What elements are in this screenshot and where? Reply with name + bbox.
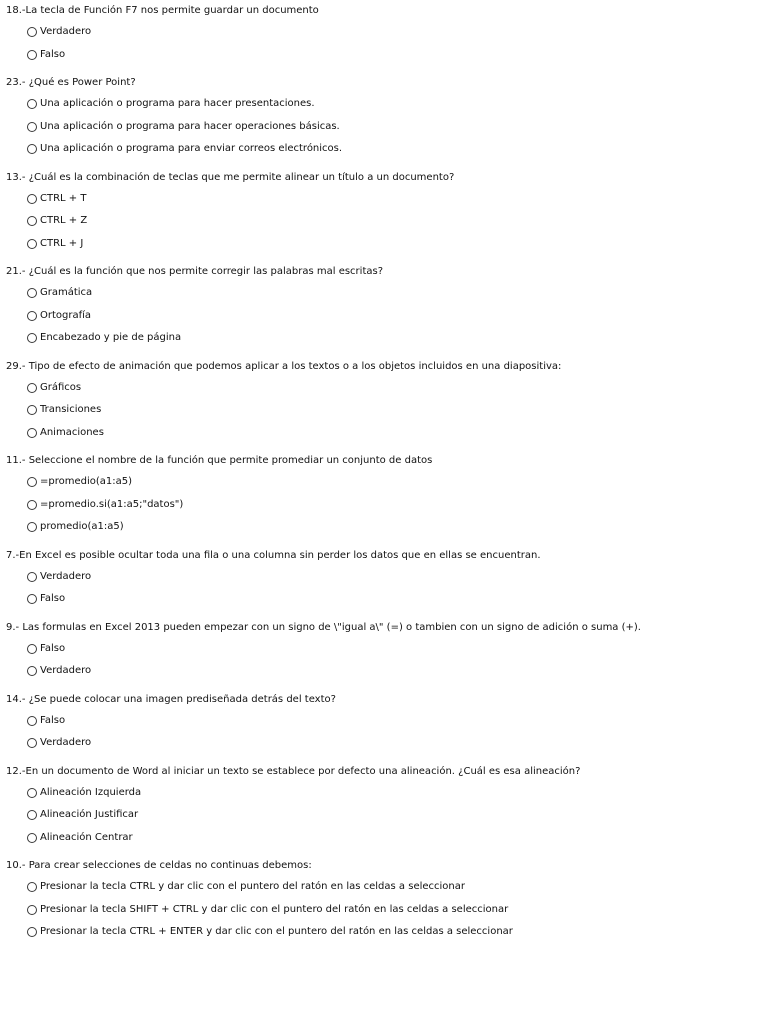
radio-button[interactable] bbox=[27, 594, 37, 604]
question-block bbox=[6, 172, 762, 256]
answer-option[interactable] bbox=[6, 327, 762, 350]
option-list bbox=[6, 21, 762, 66]
radio-button[interactable] bbox=[27, 882, 37, 892]
answer-option[interactable] bbox=[6, 116, 762, 139]
radio-button[interactable] bbox=[27, 216, 37, 226]
answer-option[interactable] bbox=[6, 44, 762, 67]
option-label: CTRL + Z bbox=[40, 215, 88, 227]
radio-button[interactable] bbox=[27, 27, 37, 37]
option-list bbox=[6, 471, 762, 539]
option-label: Presionar la tecla CTRL + ENTER y dar clic con el puntero del ratón en las celdas a seleccionar bbox=[40, 926, 513, 938]
question-block bbox=[6, 455, 762, 539]
question-text: 13.- ¿Cuál es la combinación de teclas que me permite alinear un título a un documento? bbox=[6, 171, 455, 183]
option-label: Alineación Justificar bbox=[40, 809, 139, 821]
option-label: promedio(a1:a5) bbox=[40, 521, 124, 533]
option-label: =promedio(a1:a5) bbox=[40, 476, 133, 488]
question-text: 11.- Seleccione el nombre de la función que permite promediar un conjunto de datos bbox=[6, 455, 433, 466]
answer-option[interactable] bbox=[6, 660, 762, 683]
question-block bbox=[6, 5, 762, 66]
option-label: Una aplicación o programa para hacer presentaciones. bbox=[40, 98, 315, 110]
radio-button[interactable] bbox=[27, 666, 37, 676]
option-label: Verdadero bbox=[40, 26, 92, 38]
option-label: Verdadero bbox=[40, 570, 92, 582]
question-text: 7.-En Excel es posible ocultar toda una fila o una columna sin perder los datos que en ellas se encuentran. bbox=[6, 549, 541, 561]
radio-button[interactable] bbox=[27, 428, 37, 438]
radio-button[interactable] bbox=[27, 383, 37, 393]
answer-option[interactable] bbox=[6, 233, 762, 256]
option-label: =promedio.si(a1:a5;"datos") bbox=[40, 498, 184, 510]
radio-button[interactable] bbox=[27, 144, 37, 154]
radio-button[interactable] bbox=[27, 810, 37, 820]
radio-button[interactable] bbox=[27, 905, 37, 915]
radio-button[interactable] bbox=[27, 927, 37, 937]
option-list bbox=[6, 876, 762, 944]
radio-button[interactable] bbox=[27, 194, 37, 204]
answer-option[interactable] bbox=[6, 21, 762, 44]
answer-option[interactable] bbox=[6, 921, 762, 944]
answer-option[interactable] bbox=[6, 876, 762, 899]
answer-option[interactable] bbox=[6, 494, 762, 517]
radio-button[interactable] bbox=[27, 500, 37, 510]
radio-button[interactable] bbox=[27, 522, 37, 532]
answer-option[interactable] bbox=[6, 827, 762, 850]
answer-option[interactable] bbox=[6, 638, 762, 661]
radio-button[interactable] bbox=[27, 788, 37, 798]
option-label: Presionar la tecla SHIFT + CTRL y dar clic con el puntero del ratón en las celdas a seleccionar bbox=[40, 903, 509, 915]
option-label: Gramática bbox=[40, 287, 93, 299]
option-label: Verdadero bbox=[40, 737, 92, 749]
radio-button[interactable] bbox=[27, 833, 37, 843]
option-label: CTRL + J bbox=[40, 237, 84, 249]
answer-option[interactable] bbox=[6, 138, 762, 161]
option-list bbox=[6, 710, 762, 755]
option-label: Presionar la tecla CTRL y dar clic con el puntero del ratón en las celdas a seleccionar bbox=[40, 881, 465, 893]
answer-option[interactable] bbox=[6, 210, 762, 233]
radio-button[interactable] bbox=[27, 288, 37, 298]
option-label: Falso bbox=[40, 593, 66, 605]
option-list bbox=[6, 282, 762, 350]
radio-button[interactable] bbox=[27, 311, 37, 321]
answer-option[interactable] bbox=[6, 305, 762, 328]
option-list bbox=[6, 638, 762, 683]
answer-option[interactable] bbox=[6, 899, 762, 922]
option-label: Alineación Izquierda bbox=[40, 786, 142, 798]
option-label: Animaciones bbox=[40, 426, 104, 438]
option-list bbox=[6, 93, 762, 161]
radio-button[interactable] bbox=[27, 239, 37, 249]
option-label: Alineación Centrar bbox=[40, 831, 133, 843]
radio-button[interactable] bbox=[27, 572, 37, 582]
option-list bbox=[6, 377, 762, 445]
option-label: Falso bbox=[40, 642, 66, 654]
radio-button[interactable] bbox=[27, 405, 37, 415]
radio-button[interactable] bbox=[27, 99, 37, 109]
question-block bbox=[6, 361, 762, 445]
option-list bbox=[6, 782, 762, 850]
radio-button[interactable] bbox=[27, 477, 37, 487]
question-block bbox=[6, 622, 762, 683]
question-block bbox=[6, 860, 762, 944]
answer-option[interactable] bbox=[6, 804, 762, 827]
option-label: Falso bbox=[40, 714, 66, 726]
radio-button[interactable] bbox=[27, 333, 37, 343]
radio-button[interactable] bbox=[27, 644, 37, 654]
question-text: 29.- Tipo de efecto de animación que podemos aplicar a los textos o a los objetos incluidos en una diapositiva: bbox=[6, 360, 562, 372]
answer-option[interactable] bbox=[6, 422, 762, 445]
question-text: 14.- ¿Se puede colocar una imagen prediseñada detrás del texto? bbox=[6, 693, 336, 705]
question-block bbox=[6, 694, 762, 755]
answer-option[interactable] bbox=[6, 588, 762, 611]
option-label: Ortografía bbox=[40, 309, 92, 321]
question-text: 23.- ¿Qué es Power Point? bbox=[6, 77, 136, 88]
option-list bbox=[6, 566, 762, 611]
option-label: Verdadero bbox=[40, 665, 92, 677]
answer-option[interactable] bbox=[6, 471, 762, 494]
radio-button[interactable] bbox=[27, 122, 37, 132]
quiz-form bbox=[6, 5, 762, 944]
option-list bbox=[6, 188, 762, 256]
question-block bbox=[6, 266, 762, 350]
option-label: CTRL + T bbox=[40, 192, 87, 204]
question-text: 10.- Para crear selecciones de celdas no continuas debemos: bbox=[6, 860, 312, 871]
answer-option[interactable] bbox=[6, 516, 762, 539]
option-label: Una aplicación o programa para enviar correos electrónicos. bbox=[40, 143, 343, 155]
radio-button[interactable] bbox=[27, 50, 37, 60]
option-label: Transiciones bbox=[40, 404, 102, 416]
answer-option[interactable] bbox=[6, 782, 762, 805]
question-text: 18.-La tecla de Función F7 nos permite guardar un documento bbox=[6, 5, 319, 16]
answer-option[interactable] bbox=[6, 188, 762, 211]
answer-option[interactable] bbox=[6, 282, 762, 305]
option-label: Una aplicación o programa para hacer operaciones básicas. bbox=[40, 120, 340, 132]
question-block bbox=[6, 766, 762, 850]
radio-button[interactable] bbox=[27, 716, 37, 726]
answer-option[interactable] bbox=[6, 732, 762, 755]
question-block bbox=[6, 550, 762, 611]
answer-option[interactable] bbox=[6, 399, 762, 422]
answer-option[interactable] bbox=[6, 93, 762, 116]
question-text: 21.- ¿Cuál es la función que nos permite corregir las palabras mal escritas? bbox=[6, 266, 384, 277]
option-label: Encabezado y pie de página bbox=[40, 332, 182, 344]
option-label: Falso bbox=[40, 48, 66, 60]
answer-option[interactable] bbox=[6, 377, 762, 400]
answer-option[interactable] bbox=[6, 710, 762, 733]
radio-button[interactable] bbox=[27, 738, 37, 748]
option-label: Gráficos bbox=[40, 381, 82, 393]
question-block bbox=[6, 77, 762, 161]
question-text: 9.- Las formulas en Excel 2013 pueden empezar con un signo de \"igual a\" (=) o tambien con un signo de adición o suma (+). bbox=[6, 621, 641, 633]
question-text: 12.-En un documento de Word al iniciar un texto se establece por defecto una alineación. ¿Cuál es esa alineación? bbox=[6, 765, 581, 777]
answer-option[interactable] bbox=[6, 566, 762, 589]
